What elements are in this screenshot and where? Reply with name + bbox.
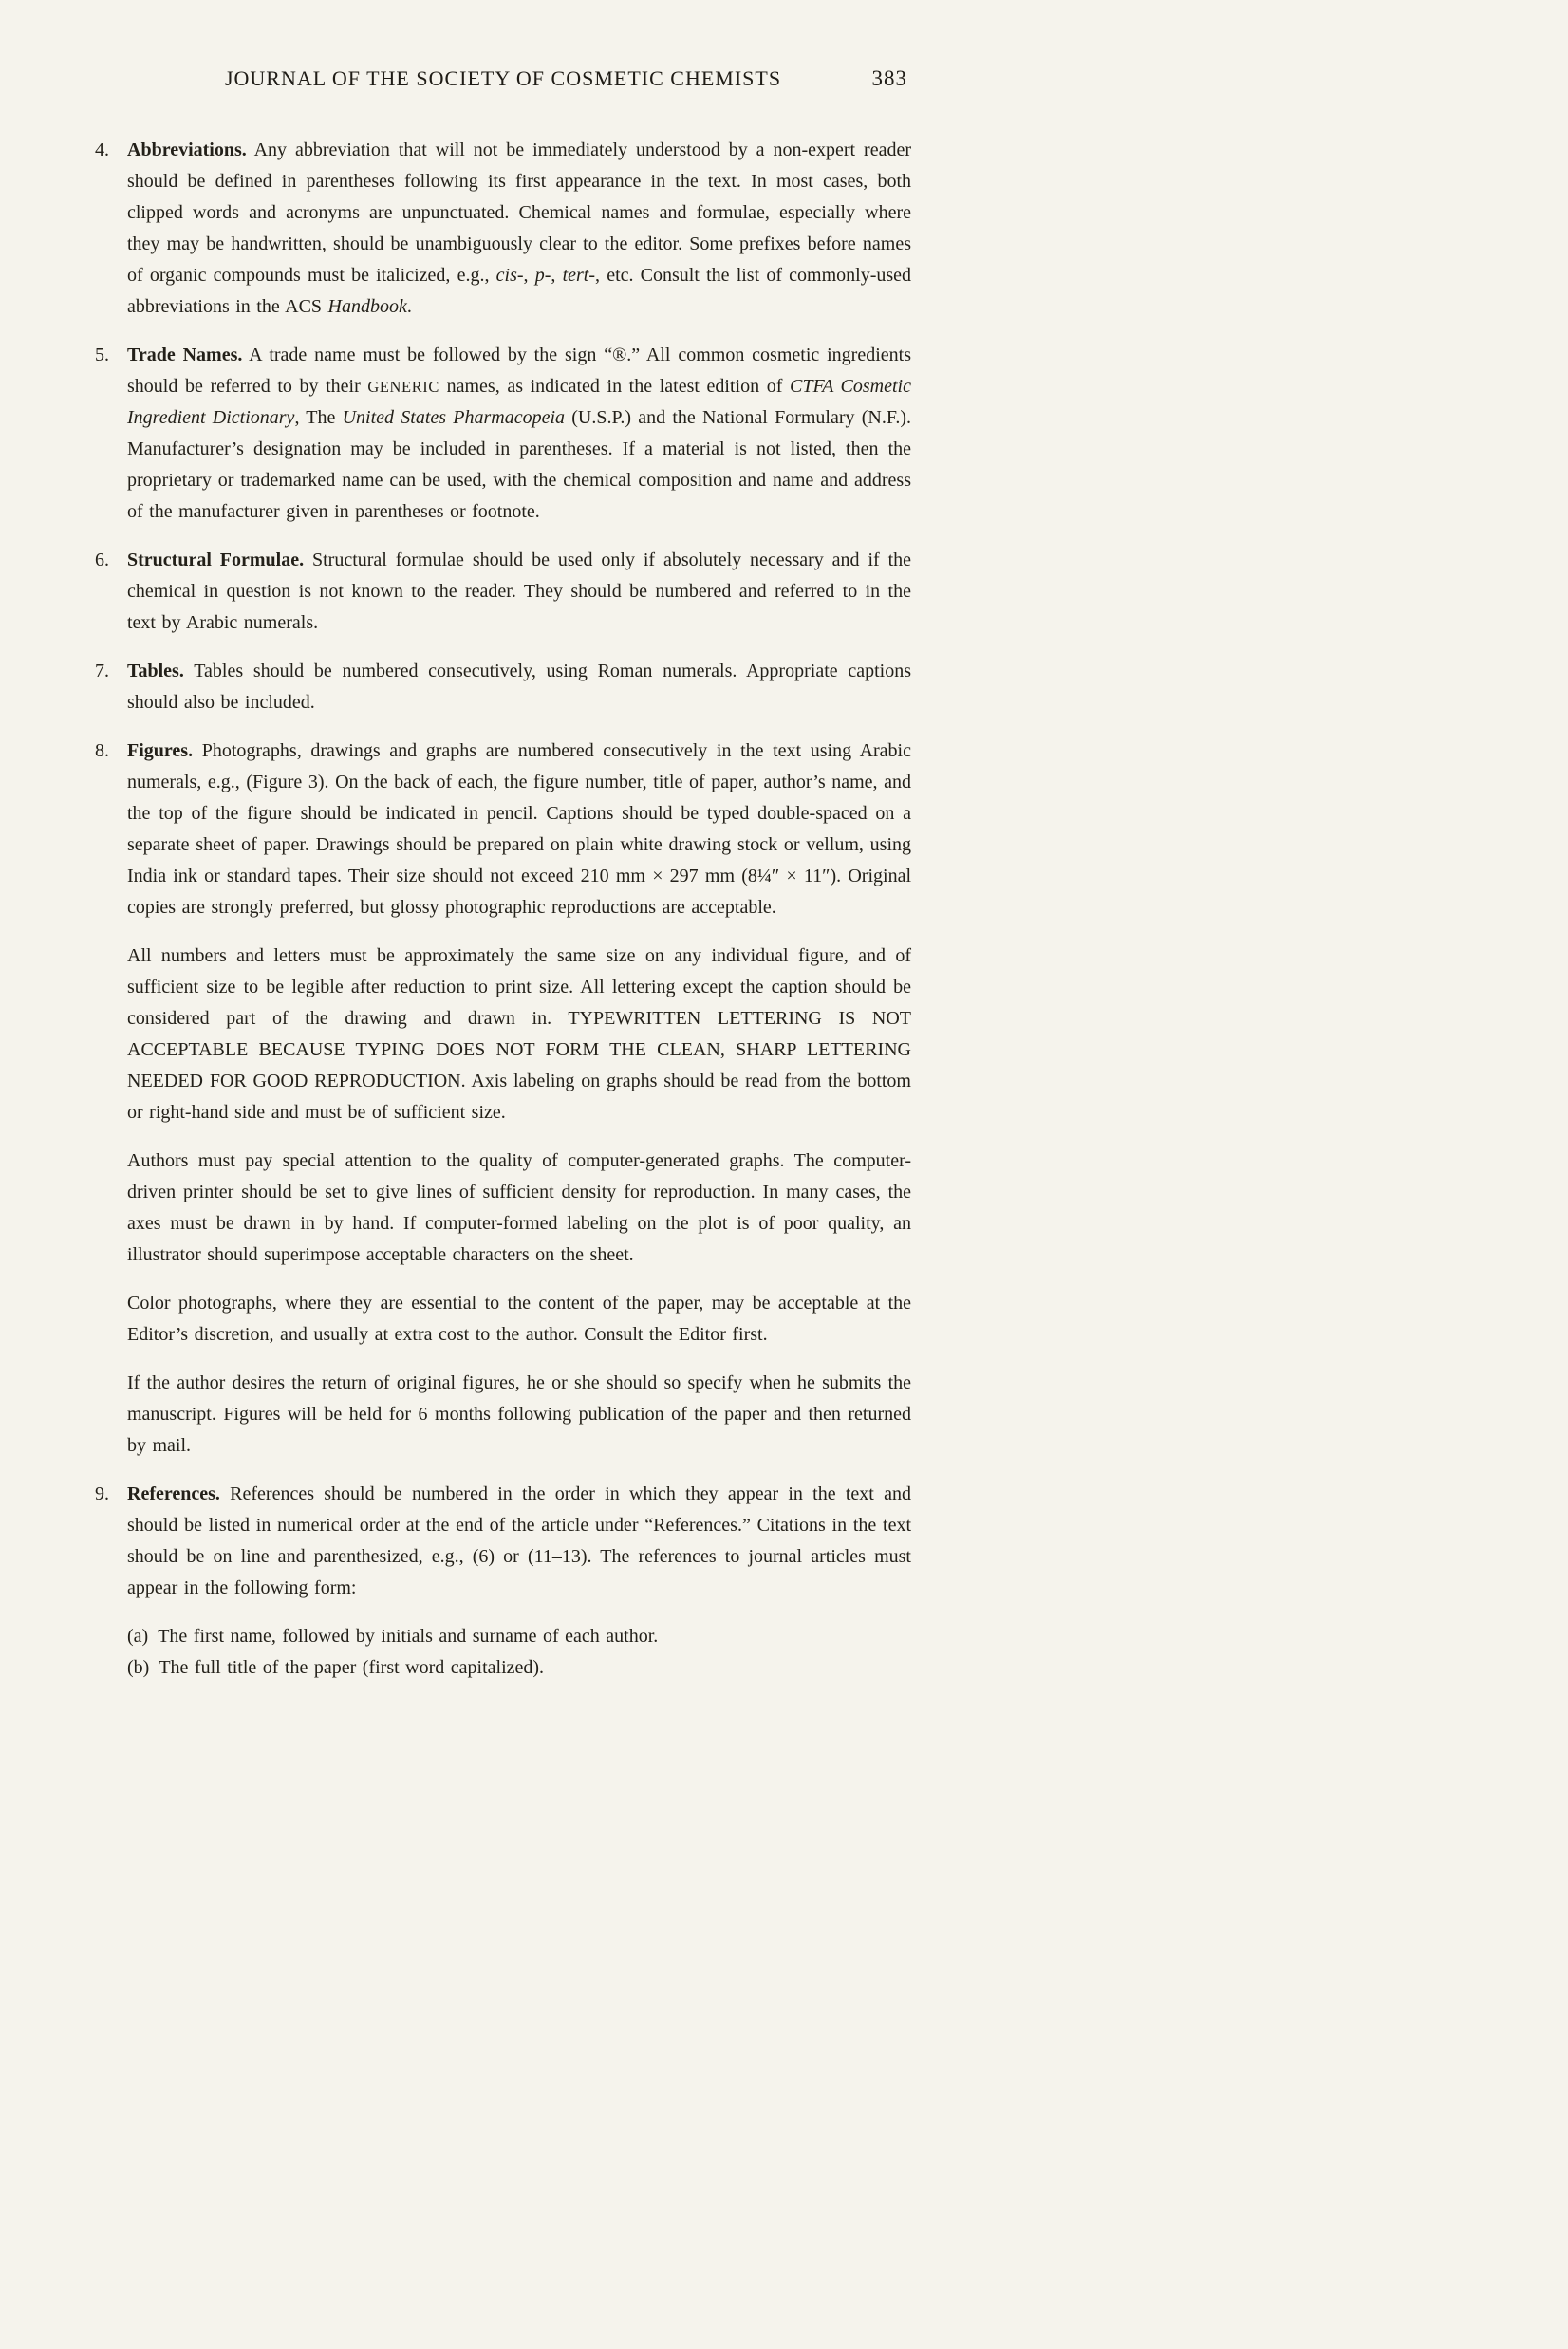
text-run: (U.S.P.) and the National Formulary (N.F.). Manufacturer’s designation may be included in parentheses. If a material is not listed, then the proprietary or trademarked name can be used, with the chemical composition and name and address of the manufacturer given in parentheses or footnote.: [127, 407, 912, 522]
item-number: 8.: [95, 740, 109, 761]
item-title: References.: [127, 1483, 220, 1504]
list-item: [95, 1479, 911, 1684]
text-run: ,: [523, 265, 535, 286]
journal-title: JOURNAL OF THE SOCIETY OF COSMETIC CHEMISTS: [224, 66, 782, 90]
list-item: [95, 545, 911, 639]
item-title: Trade Names.: [127, 345, 243, 365]
subitem-text: The first name, followed by initials and surname of each author.: [158, 1626, 659, 1647]
paragraph: [127, 1146, 911, 1271]
paragraph: [127, 135, 911, 323]
paragraph: [127, 545, 911, 639]
text-run: p-: [534, 265, 551, 286]
item-title: Abbreviations.: [127, 140, 247, 160]
text-run: If the author desires the return of original figures, he or she should so specify when he submits the manuscript. Figures will be held for 6 months following publication of the paper and then returned by mail.: [127, 1372, 911, 1456]
item-body: [127, 1479, 911, 1684]
text-run: ,: [551, 265, 563, 286]
subitem: [127, 1652, 911, 1684]
item-title: Tables.: [127, 661, 184, 681]
list-item: [95, 340, 911, 528]
text-run: names, as indicated in the latest edition of: [439, 376, 790, 397]
paragraph: [127, 340, 911, 528]
list-item: [95, 656, 911, 718]
item-title: Figures.: [127, 740, 194, 761]
text-run: , The: [294, 407, 343, 428]
list-item: [95, 135, 911, 323]
item-number: 7.: [95, 661, 109, 681]
subitem: [127, 1621, 911, 1652]
text-run: References should be numbered in the order in which they appear in the text and should be listed in numerical order at the end of the article under “References.” Citations in the text should be on line and parenthesized, e.g., (6) or (11–13). The references to journal articles must appear in the following form:: [127, 1483, 911, 1598]
page-header: [95, 66, 911, 91]
item-number: 6.: [95, 550, 109, 570]
paragraph: [127, 656, 911, 718]
paragraph: [127, 1368, 911, 1462]
paragraph: [127, 941, 911, 1128]
subitem-label: (b): [127, 1657, 150, 1678]
paragraph: [127, 1479, 911, 1604]
guidelines-list: [95, 135, 911, 1684]
text-run: .: [406, 296, 412, 317]
subitem-label: (a): [127, 1626, 149, 1647]
list-item: [95, 736, 911, 1462]
item-body: [127, 656, 911, 718]
text-run: CTFA Cosmetic Ingredient Dictionary: [127, 376, 911, 428]
text-run: tert-: [562, 265, 596, 286]
item-number: 9.: [95, 1483, 109, 1504]
paragraph: [127, 1288, 911, 1351]
text-run: Authors must pay special attention to the quality of computer-generated graphs. The computer-driven printer should be set to give lines of sufficient density for reproduction. In many cases, the axes must be drawn in by hand. If computer-formed labeling on the plot is of poor quality, an illustrator should superimpose acceptable characters on the sheet.: [127, 1150, 911, 1265]
item-body: [127, 340, 911, 528]
item-number: 4.: [95, 140, 109, 160]
text-run: cis-: [495, 265, 524, 286]
text-run: Any abbreviation that will not be immediately understood by a non-expert reader should be defined in parentheses following its first appearance in the text. In most cases, both clipped words and acronyms are unpunctuated. Chemical names and formulae, especially where they may be handwritten, should be unambiguously clear to the editor. Some prefixes before names of organic compounds must be italicized, e.g.,: [127, 140, 911, 286]
text-run: Structural formulae should be used only if absolutely necessary and if the chemical in question is not known to the reader. They should be numbered and referred to in the text by Arabic numerals.: [127, 550, 911, 633]
text-run: A trade name must be followed by the sign “®.” All common cosmetic ingredients should be referred to by their: [127, 345, 911, 397]
text-run: All numbers and letters must be approximately the same size on any individual figure, and of sufficient size to be legible after reduction to print size. All lettering except the caption should be considered part of the drawing and drawn in. TYPEWRITTEN LETTERING IS NOT ACCEPTABLE BECAUSE TYPING DOES NOT FORM THE CLEAN, SHARP LETTERING NEEDED FOR GOOD REPRODUCTION. Axis labeling on graphs should be read from the bottom or right-hand side and must be of sufficient size.: [127, 945, 911, 1123]
paragraph: [127, 736, 911, 923]
item-title: Structural Formulae.: [127, 550, 305, 570]
item-body: [127, 736, 911, 1462]
text-run: GENERIC: [367, 378, 439, 396]
text-run: United States Pharmacopeia: [342, 407, 566, 428]
subitem-text: The full title of the paper (first word capitalized).: [159, 1657, 545, 1678]
page-number: 383: [871, 66, 907, 90]
text-run: Tables should be numbered consecutively, using Roman numerals. Appropriate captions should also be included.: [127, 661, 911, 713]
item-number: 5.: [95, 345, 109, 365]
text-run: Handbook: [327, 296, 407, 317]
text-run: Color photographs, where they are essential to the content of the paper, may be acceptable at the Editor’s discretion, and usually at extra cost to the author. Consult the Editor first.: [127, 1293, 911, 1345]
item-body: [127, 135, 911, 323]
text-run: , etc. Consult the list of commonly-used abbreviations in the ACS: [127, 265, 912, 317]
page-content: [95, 66, 911, 1701]
text-run: Photographs, drawings and graphs are numbered consecutively in the text using Arabic numerals, e.g., (Figure 3). On the back of each, the figure number, title of paper, author’s name, and the top of the figure should be indicated in pencil. Captions should be typed double-spaced on a separate sheet of paper. Drawings should be prepared on plain white drawing stock or vellum, using India ink or standard tapes. Their size should not exceed 210 mm × 297 mm (8¼″ × 11″). Original copies are strongly preferred, but glossy photographic reproductions are acceptable.: [127, 740, 911, 918]
item-body: [127, 545, 911, 639]
